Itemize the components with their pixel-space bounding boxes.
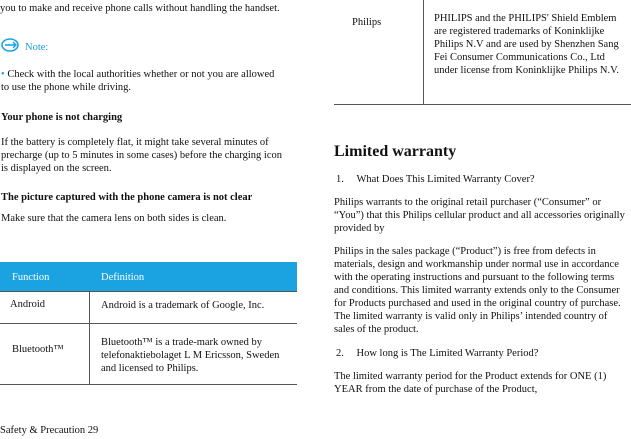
warranty-para-1: Philips warrants to the original retail purchaser (“Consumer” or “You”) that this Philips cellular product and all accessories originally provided by [334, 197, 625, 234]
question-text: How long is The Limited Warranty Period? [356, 348, 539, 359]
left-column [0, 0, 298, 439]
warranty-para-2: Philips in the sales package (“Product”) is free from defects in materials, design and workmanship under normal use in accordance with the operating instructions and pursuant to the following terms and conditions. This limited warranty extends only to the Consumer for Products purchased and used in the original country of purchase. The limited warranty is valid only in Philips’ intended country of sales of the product. [334, 246, 621, 335]
table-header [0, 262, 297, 292]
section-title: Limited warranty [334, 143, 457, 160]
row-definition: Android is a trademark of Google, Inc. [101, 300, 265, 311]
intro-text: you to make and receive phone calls without handling the handset. [0, 3, 280, 14]
question-1 [336, 174, 535, 185]
question-text: What Does This Limited Warranty Cover? [356, 174, 535, 185]
column-divider [89, 324, 90, 384]
right-column [334, 0, 631, 439]
row-definition: PHILIPS and the PHILIPS' Shield Emblem are registered trademarks of Koninklijke Philips N.V and are used by Shenzhen Sang Fei Consumer Communications Co., Ltd under license from Koninklijke Philips N.V. [434, 13, 619, 76]
page-footer: Safety & Precaution 29 [0, 425, 99, 436]
heading-not-charging: Your phone is not charging [1, 112, 123, 123]
row-function: Philips [352, 17, 382, 28]
note-header [1, 38, 48, 57]
question-number: 2. [336, 348, 344, 359]
note-text-body: Check with the local authorities whether or not you are allowed to use the phone while driving. [1, 69, 275, 93]
bullet-icon: • [1, 69, 5, 80]
note-label: Note: [25, 42, 49, 53]
column-divider [423, 0, 424, 104]
trademark-table [0, 262, 297, 385]
question-2 [336, 348, 538, 359]
column-divider [89, 292, 90, 323]
question-number: 1. [336, 174, 344, 185]
trademark-table-continued [334, 0, 631, 105]
warranty-para-3: The limited warranty period for the Product extends for ONE (1) YEAR from the date of purchase of the Product, [334, 371, 607, 395]
note-icon [1, 38, 21, 57]
table-row [0, 292, 297, 324]
table-row [0, 324, 297, 385]
heading-camera: The picture captured with the phone camera is not clear [1, 192, 253, 203]
row-function: Bluetooth™ [12, 344, 64, 355]
note-text [1, 68, 281, 94]
charging-text: If the battery is completely flat, it might take several minutes of precharge (up to 5 minutes in some cases) before the charging icon is displayed on the screen. [1, 137, 282, 174]
row-function: Android [10, 299, 45, 310]
camera-text: Make sure that the camera lens on both sides is clean. [1, 213, 227, 224]
header-definition: Definition [101, 272, 145, 283]
header-function: Function [12, 272, 50, 283]
row-definition: Bluetooth™ is a trade-mark owned by telefonaktiebolaget L M Ericsson, Sweden and licensed to Philips. [101, 337, 280, 374]
